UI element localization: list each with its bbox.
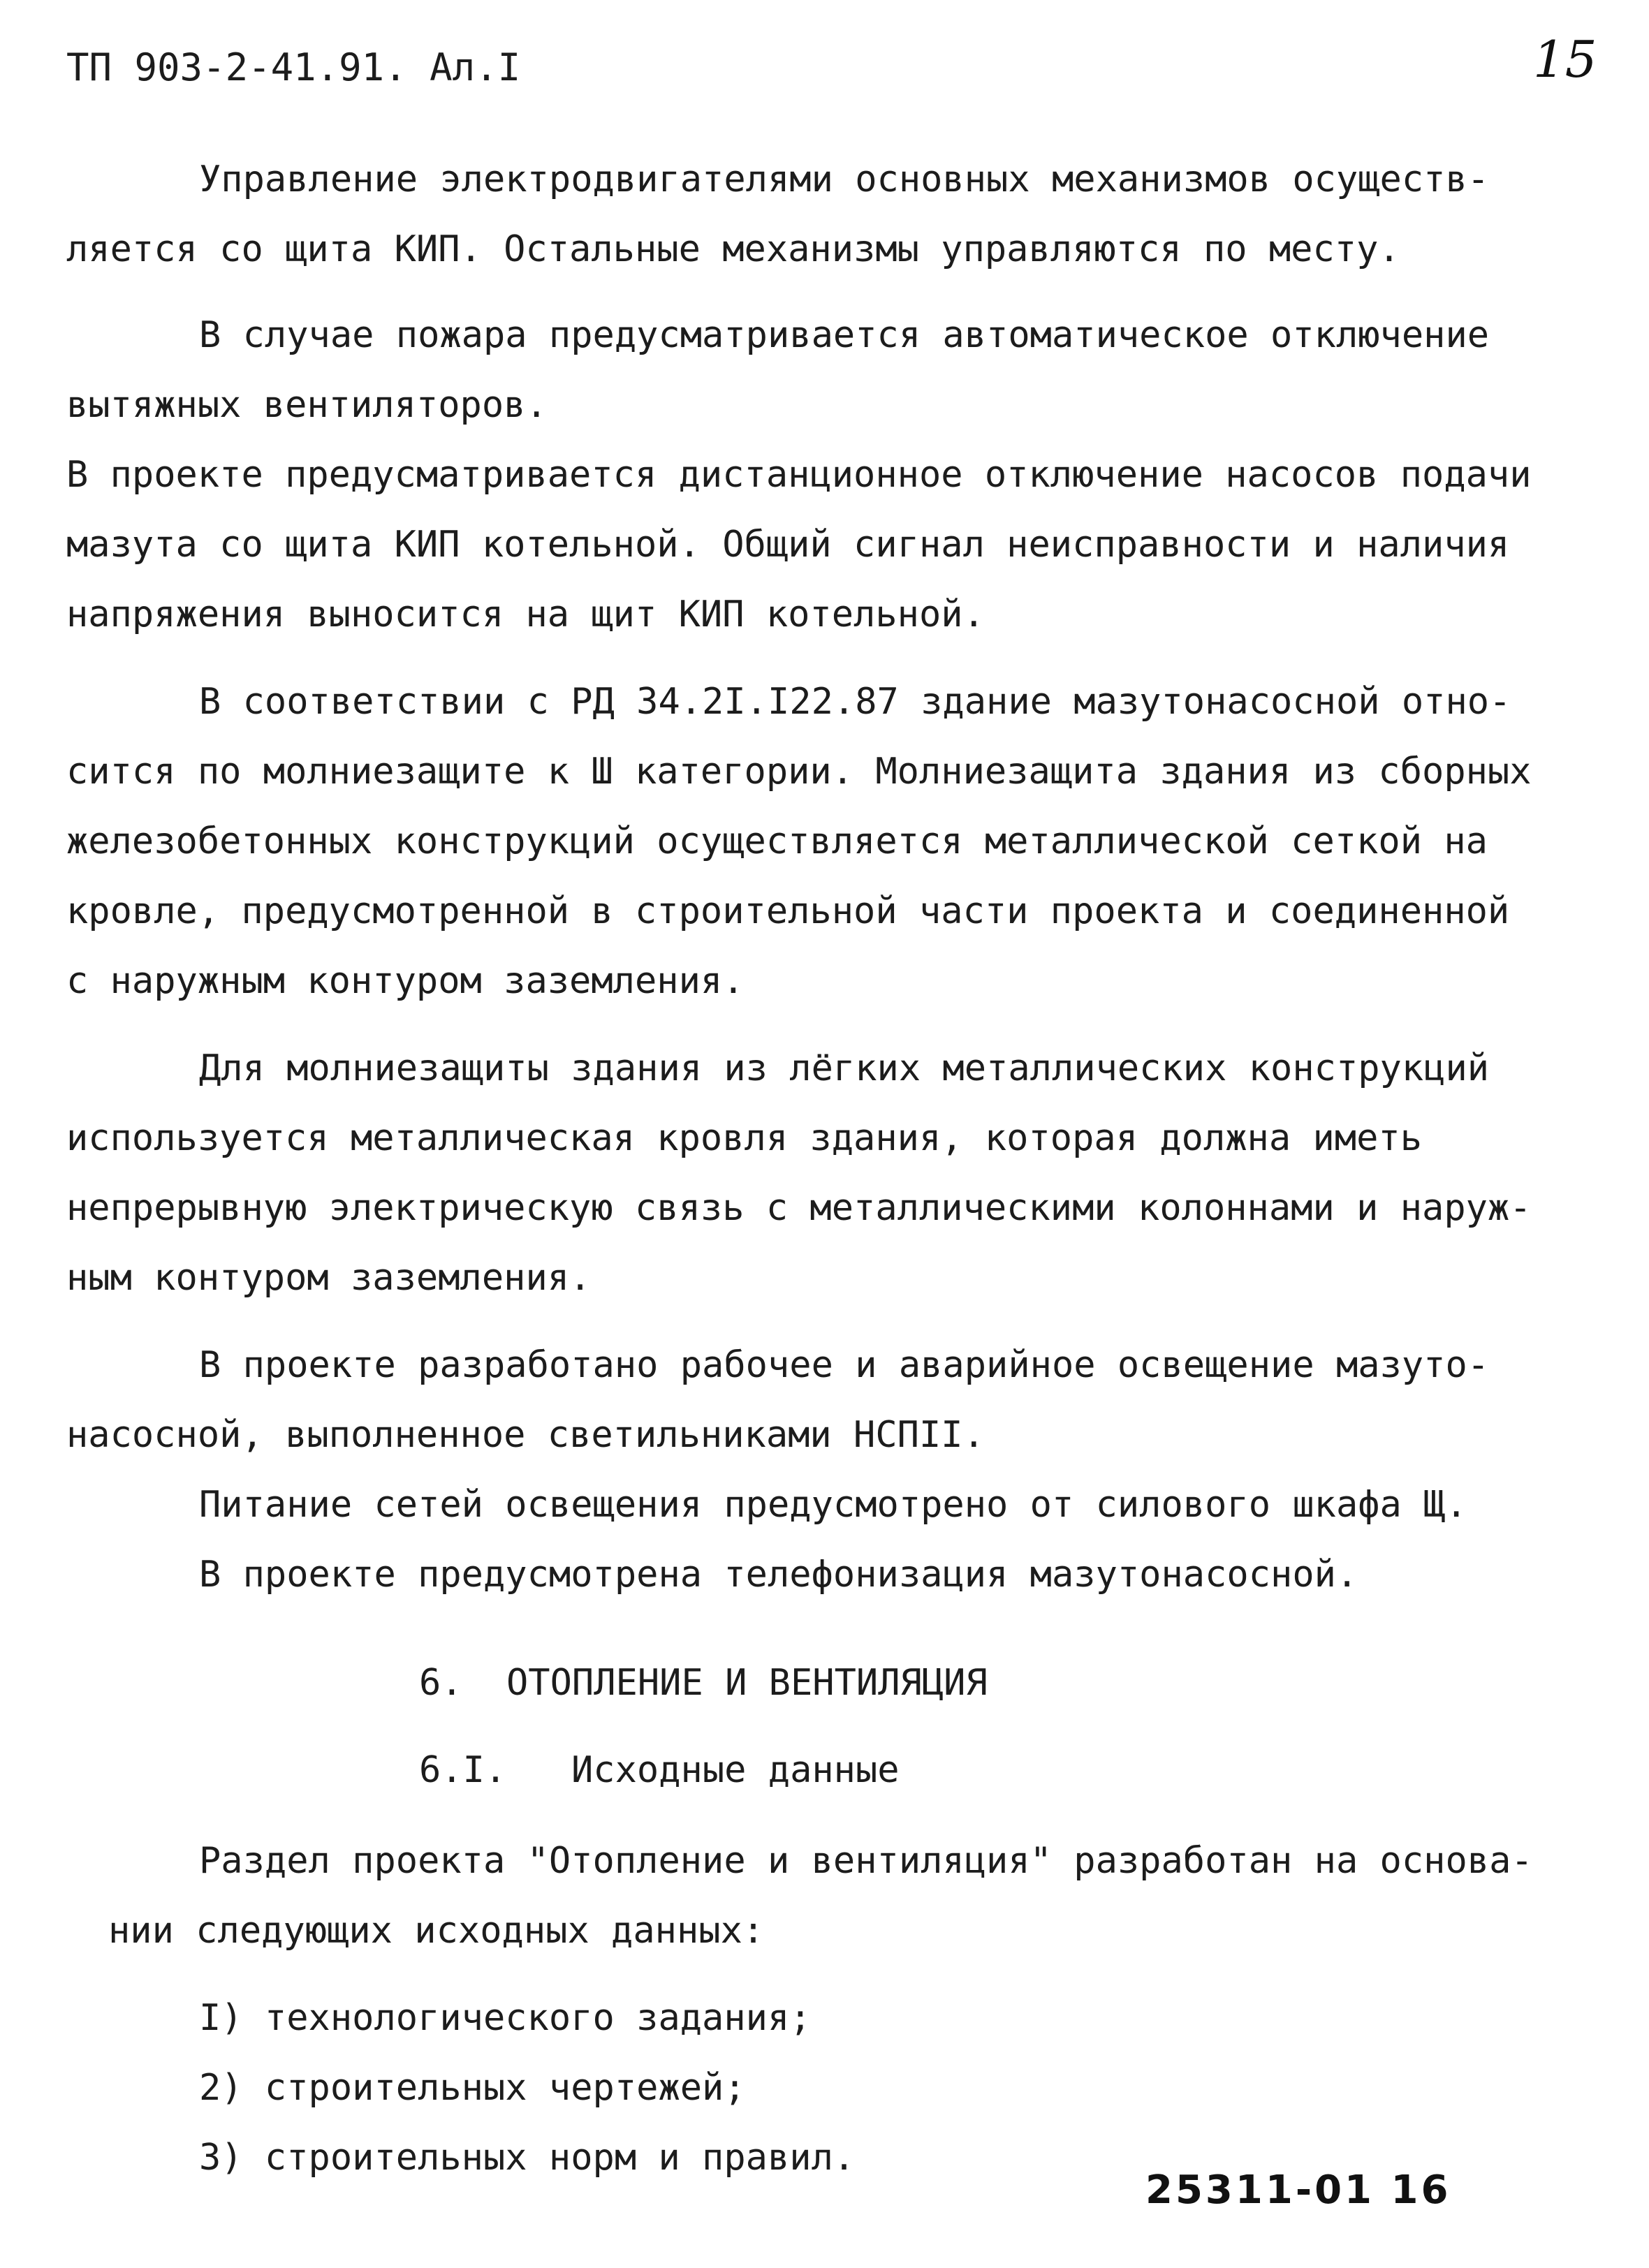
paragraph-1-line-2: ляется со щита КИП. Остальные механизмы управляются по месту. [66, 228, 1400, 270]
list-item: 3) строительных норм и правил. [199, 2137, 856, 2179]
paragraph-6-line-1: В проекте разработано рабочее и аварийное освещение мазуто- [199, 1344, 1490, 1386]
intro-line-2: нии следующих исходных данных: [108, 1910, 765, 1952]
paragraph-6-line-2: насосной, выполненное светильниками НСПII. [66, 1414, 985, 1456]
paragraph-2-line-1: В случае пожара предусматривается автоматическое отключение [199, 314, 1490, 356]
document-code: ТП 903-2-41.91. Ал.I [66, 45, 521, 89]
paragraph-5-line-4: ным контуром заземления. [66, 1257, 592, 1299]
paragraph-5-line-2: используется металлическая кровля здания, которая должна иметь [66, 1117, 1423, 1159]
paragraph-2-line-2: вытяжных вентиляторов. [66, 384, 548, 426]
paragraph-4-line-5: с наружным контуром заземления. [66, 960, 745, 1002]
paragraph-5-line-3: непрерывную электрическую связь с металлическими колоннами и наруж- [66, 1187, 1532, 1229]
paragraph-3-line-2: мазута со щита КИП котельной. Общий сигнал неисправности и наличия [66, 524, 1510, 566]
paragraph-7: Питание сетей освещения предусмотрено от силового шкафа Щ. [199, 1484, 1467, 1526]
paragraph-4-line-1: В соответствии с РД 34.2I.I22.87 здание мазутонасосной отно- [199, 681, 1511, 723]
intro-line-1: Раздел проекта "Отопление и вентиляция" разработан на основа- [199, 1840, 1533, 1882]
paragraph-4-line-4: кровле, предусмотренной в строительной части проекта и соединенной [66, 890, 1510, 932]
paragraph-4-line-2: сится по молниезащите к Ш категории. Молниезащита здания из сборных [66, 751, 1532, 793]
paragraph-5-line-1: Для молниезащиты здания из лёгких металлических конструкций [199, 1047, 1490, 1089]
paragraph-4-line-3: железобетонных конструкций осуществляется металлической сеткой на [66, 820, 1488, 862]
section-number: 6. [419, 1662, 463, 1704]
paragraph-1-line-1: Управление электродвигателями основных механизмов осуществ- [199, 159, 1490, 200]
list-item: 2) строительных чертежей; [199, 2067, 746, 2109]
paragraph-8: В проекте предусмотрена телефонизация мазутонасосной. [199, 1554, 1358, 1596]
paragraph-3-line-1: В проекте предусматривается дистанционное отключение насосов подачи [66, 454, 1532, 496]
list-item: I) технологического задания; [199, 1997, 812, 2039]
paragraph-3-line-3: напряжения выносится на щит КИП котельной. [66, 594, 985, 635]
archive-stamp: 25311-01 16 [1145, 2167, 1451, 2213]
page-number: 15 [1533, 30, 1597, 89]
subsection-number: 6.I. [419, 1749, 507, 1791]
subsection-title: Исходные данные [571, 1749, 900, 1791]
section-title: ОТОПЛЕНИЕ И ВЕНТИЛЯЦИЯ [506, 1662, 988, 1704]
